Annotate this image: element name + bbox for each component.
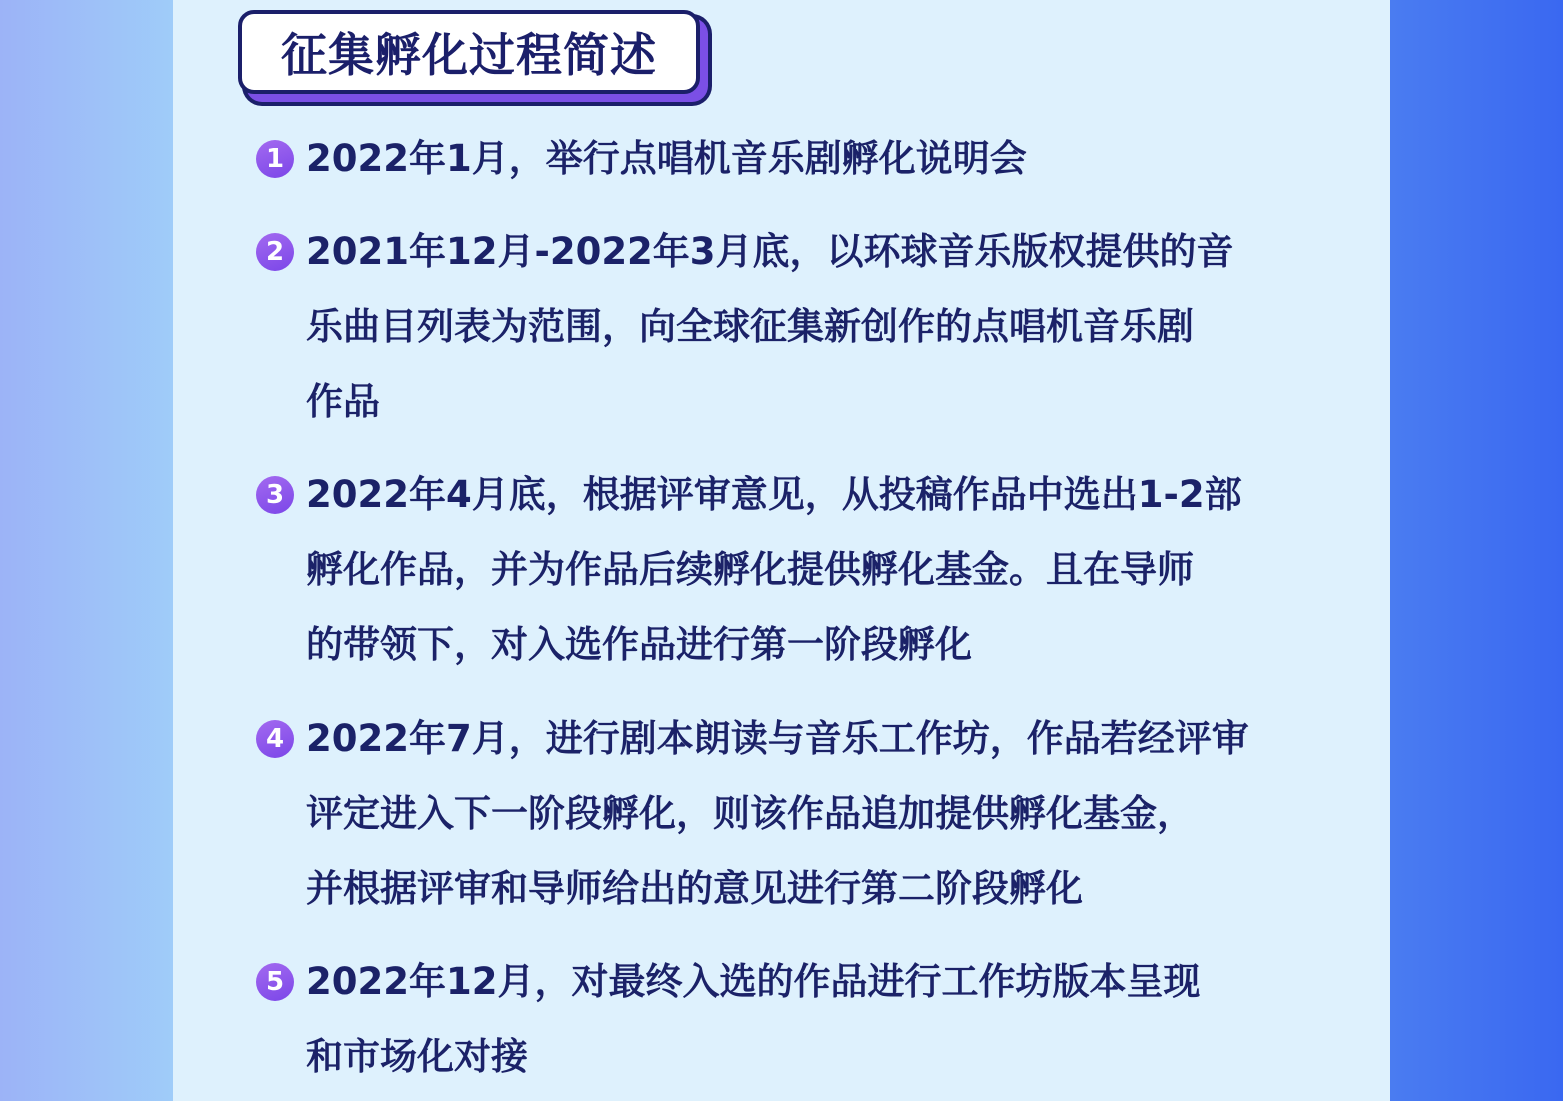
- step-2-line-1: 2021年12月-2022年3月底，以环球音乐版权提供的音: [306, 230, 1234, 273]
- step-3-line-2: 孵化作品，并为作品后续孵化提供孵化基金。且在导师: [306, 548, 1194, 591]
- right-background-band: [1390, 0, 1563, 1101]
- step-4-line-2: 评定进入下一阶段孵化，则该作品追加提供孵化基金，: [306, 792, 1194, 835]
- step-number-badge: 2: [256, 233, 294, 271]
- step-number-badge: 3: [256, 476, 294, 514]
- section-title-box: [238, 10, 700, 94]
- step-2-line-2: 乐曲目列表为范围，向全球征集新创作的点唱机音乐剧: [306, 305, 1194, 348]
- left-background-band: [0, 0, 173, 1101]
- step-5-line-2: 和市场化对接: [306, 1035, 528, 1078]
- step-3-line-3: 的带领下，对入选作品进行第一阶段孵化: [306, 623, 972, 666]
- step-2-line-3: 作品: [306, 380, 380, 423]
- step-number-badge: 1: [256, 140, 294, 178]
- step-1-line-1: 2022年1月，举行点唱机音乐剧孵化说明会: [306, 137, 1027, 180]
- step-4-line-3: 并根据评审和导师给出的意见进行第二阶段孵化: [306, 867, 1083, 910]
- step-5-line-1: 2022年12月，对最终入选的作品进行工作坊版本呈现: [306, 960, 1201, 1003]
- step-3-line-1: 2022年4月底，根据评审意见，从投稿作品中选出1-2部: [306, 473, 1242, 516]
- step-4-line-1: 2022年7月，进行剧本朗读与音乐工作坊，作品若经评审: [306, 717, 1249, 760]
- section-title: 征集孵化过程简述: [281, 28, 657, 82]
- step-number-badge: 5: [256, 963, 294, 1001]
- step-number-badge: 4: [256, 720, 294, 758]
